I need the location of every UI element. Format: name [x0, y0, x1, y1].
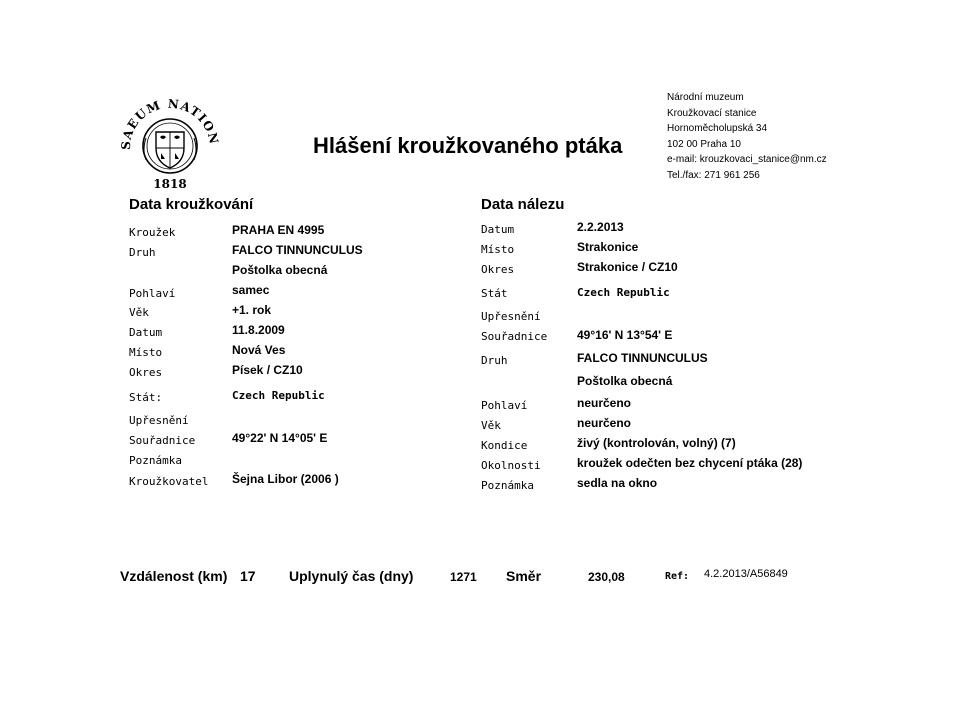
ringing-label-sex: Pohlaví — [129, 287, 176, 300]
finding-label-specification: Upřesnění — [481, 310, 541, 323]
address-line: Kroužkovací stanice — [667, 107, 757, 119]
ref-value: 4.2.2013/A56849 — [704, 568, 788, 580]
direction-label: Směr — [506, 568, 542, 584]
elapsed-label: Uplynulý čas (dny) — [289, 568, 414, 584]
ringing-value-age: +1. rok — [232, 303, 272, 317]
finding-value-sex: neurčeno — [577, 396, 632, 410]
page-title: Hlášení kroužkovaného ptáka — [313, 133, 623, 158]
address-email: e-mail: krouzkovaci_stanice@nm.cz — [667, 154, 827, 165]
ringing-value-date: 11.8.2009 — [232, 323, 285, 337]
finding-value-place: Strakonice — [577, 240, 639, 254]
ringing-value-species: FALCO TINNUNCULUS — [232, 243, 363, 257]
finding-label-sex: Pohlaví — [481, 399, 528, 412]
ringing-label-date: Datum — [129, 326, 163, 339]
finding-label-note: Poznámka — [481, 479, 534, 492]
direction-value: 230,08 — [588, 570, 625, 584]
finding-value-district: Strakonice / CZ10 — [577, 260, 678, 274]
seal-text: SAEUM NATION — [118, 96, 222, 151]
ringing-value-coordinates: 49°22' N 14°05' E — [232, 431, 328, 445]
finding-label-country: Stát — [481, 287, 508, 300]
finding-value-date: 2.2.2013 — [577, 220, 624, 234]
finding-label-date: Datum — [481, 223, 515, 236]
ringing-value-species-common: Poštolka obecná — [232, 263, 328, 277]
ringing-label-country: Stát: — [129, 391, 163, 404]
ringing-label-place: Místo — [129, 346, 163, 359]
finding-label-coordinates: Souřadnice — [481, 330, 548, 343]
finding-value-note: sedla na okno — [577, 476, 658, 490]
address-block — [667, 90, 827, 183]
address-phone: Tel./fax: 271 961 256 — [667, 169, 760, 181]
distance-label: Vzdálenost (km) — [120, 568, 228, 584]
finding-label-age: Věk — [481, 419, 501, 432]
elapsed-value: 1271 — [450, 570, 477, 584]
ringing-label-ring: Kroužek — [129, 226, 176, 239]
finding-label-condition: Kondice — [481, 439, 528, 452]
finding-label-place: Místo — [481, 243, 515, 256]
address-line: Hornoměcholupská 34 — [667, 123, 768, 134]
finding-value-coordinates: 49°16' N 13°54' E — [577, 328, 673, 342]
finding-heading: Data nálezu — [481, 196, 565, 213]
ringing-label-note: Poznámka — [129, 454, 182, 467]
ringing-heading: Data kroužkování — [129, 196, 254, 213]
finding-value-country: Czech Republic — [577, 286, 670, 299]
ref-label: Ref: — [665, 571, 690, 582]
ringing-value-country: Czech Republic — [232, 389, 325, 402]
ringing-value-sex: samec — [232, 283, 270, 297]
ringing-label-coordinates: Souřadnice — [129, 434, 196, 447]
ringing-value-place: Nová Ves — [232, 343, 286, 357]
ringing-label-species: Druh — [129, 246, 156, 259]
ringing-value-ringer: Šejna Libor (2006 ) — [232, 472, 339, 486]
ringing-label-district: Okres — [129, 366, 163, 379]
finding-label-species: Druh — [481, 354, 508, 367]
seal-year: 1818 — [153, 177, 187, 191]
ringing-value-ring: PRAHA EN 4995 — [232, 223, 325, 237]
ringing-label-specification: Upřesnění — [129, 414, 189, 427]
ringing-label-ringer: Kroužkovatel — [129, 475, 209, 488]
ringing-value-district: Písek / CZ10 — [232, 363, 303, 377]
ringing-label-age: Věk — [129, 306, 149, 319]
finding-value-age: neurčeno — [577, 416, 632, 430]
distance-value: 17 — [240, 568, 256, 584]
finding-value-circumstances: kroužek odečten bez chycení ptáka (28) — [577, 456, 803, 470]
finding-label-district: Okres — [481, 263, 515, 276]
address-line: Národní muzeum — [667, 92, 744, 103]
finding-label-circumstances: Okolnosti — [481, 459, 541, 472]
finding-value-species-common: Poštolka obecná — [577, 374, 673, 388]
museum-seal — [116, 90, 224, 192]
finding-value-condition: živý (kontrolován, volný) (7) — [577, 436, 736, 450]
address-line: 102 00 Praha 10 — [667, 138, 741, 150]
finding-value-species: FALCO TINNUNCULUS — [577, 351, 708, 365]
